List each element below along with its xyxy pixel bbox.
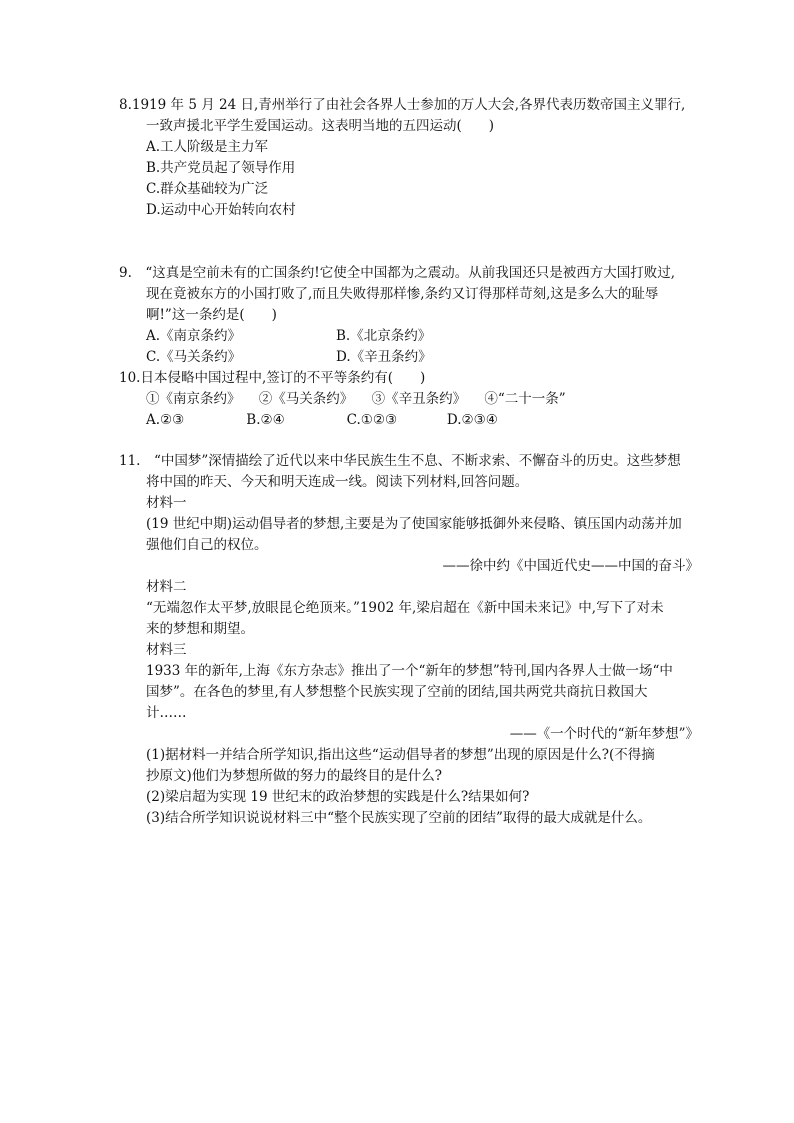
q11-stem-line2: 将中国的昨天、今天和明天连成一线。阅读下列材料,回答问题。 — [146, 474, 529, 490]
spacer — [119, 431, 699, 451]
q10-option-c: C.①②③ — [346, 412, 398, 428]
material-1-line1: (19 世纪中期)运动倡导者的梦想,主要是为了使国家能够抵御外来侵略、镇压国内动荡并加 — [146, 516, 682, 532]
q10-item-3: ③《辛丑条约》 — [371, 391, 467, 407]
q9-options-row1 — [119, 326, 699, 347]
material-3-line2: 国梦”。在各色的梦里,有人梦想整个民族实现了空前的团结,国共两党共商抗日救国大 — [146, 684, 648, 700]
q9-stem-line2: 现在竟被东方的小国打败了,而且失败得那样惨,条约又订得那样苛刻,这是多么大的耻辱 — [146, 286, 659, 302]
q8-option-b: B.共产党员起了领导作用 — [146, 160, 296, 176]
q10-option-b: B.②④ — [246, 412, 285, 428]
q8-stem-line1: 8.1919 年 5 月 24 日,青州举行了由社会各界人士参加的万人大会,各界代表历数帝国主义罪行, — [119, 97, 686, 113]
question-10 — [119, 368, 699, 431]
subquestion-3: (3)结合所学知识说说材料三中“整个民族实现了空前的团结”取得的最大成就是什么。 — [146, 810, 652, 826]
q10-items — [119, 389, 699, 410]
q8-option-a: A.工人阶级是主力军 — [146, 139, 269, 155]
question-11 — [119, 451, 699, 829]
worksheet-page — [119, 95, 699, 829]
q10-stem: 10.日本侵略中国过程中,签订的不平等条约有( ) — [119, 370, 426, 386]
material-1-source: ——徐中约《中国近代史——中国的奋斗》 — [442, 558, 699, 574]
q9-option-c: C.《马关条约》 — [146, 349, 242, 365]
q9-options-row2 — [119, 347, 699, 368]
q10-option-d: D.②③④ — [446, 412, 498, 428]
material-3-title: 材料三 — [146, 642, 187, 658]
material-1-line2: 强他们自己的权位。 — [146, 537, 268, 553]
material-2-line2: 来的梦想和期望。 — [146, 621, 254, 637]
q10-item-2: ②《马关条约》 — [258, 391, 354, 407]
subquestion-2: (2)梁启超为实现 19 世纪末的政治梦想的实践是什么?结果如何? — [146, 789, 530, 805]
q9-option-d: D.《辛丑条约》 — [336, 349, 432, 365]
q10-option-a: A.②③ — [146, 412, 185, 428]
q10-item-4: ④“二十一条” — [484, 391, 566, 407]
question-9 — [119, 263, 699, 368]
q9-option-a: A.《南京条约》 — [146, 328, 242, 344]
material-3-source: ——《一个时代的“新年梦想”》 — [509, 726, 699, 742]
q9-option-b: B.《北京条约》 — [336, 328, 432, 344]
q10-item-1: ①《南京条约》 — [146, 391, 241, 407]
q10-options — [119, 410, 699, 431]
material-2-line1: “无端忽作太平梦,放眼昆仑绝顶来。”1902 年,梁启超在《新中国未来记》中,写下了对未 — [146, 600, 664, 616]
material-3-line3: 计…… — [146, 705, 187, 721]
material-1-title: 材料一 — [146, 495, 187, 511]
q8-stem-line2: 一致声援北平学生爱国运动。这表明当地的五四运动( ) — [146, 118, 495, 134]
material-3-line1: 1933 年的新年,上海《东方杂志》推出了一个“新年的梦想”特刊,国内各界人士做一场“中 — [146, 663, 673, 679]
q8-option-d: D.运动中心开始转向农村 — [146, 202, 296, 218]
question-8 — [119, 95, 699, 221]
subquestion-1-line2: 抄原文)他们为梦想所做的努力的最终目的是什么? — [146, 768, 443, 784]
q9-stem-line3: 啊!”这一条约是( ) — [146, 307, 277, 323]
q9-stem-line1: 9. “这真是空前未有的亡国条约!它使全中国都为之震动。从前我国还只是被西方大国打败过, — [119, 265, 675, 281]
subquestion-1-line1: (1)据材料一并结合所学知识,指出这些“运动倡导者的梦想”出现的原因是什么?(不得摘 — [146, 747, 655, 763]
material-2-title: 材料二 — [146, 579, 187, 595]
q8-option-c: C.群众基础较为广泛 — [146, 181, 269, 197]
spacer — [119, 221, 699, 263]
q11-stem-line1: 11. “中国梦”深情描绘了近代以来中华民族生生不息、不断求索、不懈奋斗的历史。这些梦想 — [119, 453, 681, 469]
